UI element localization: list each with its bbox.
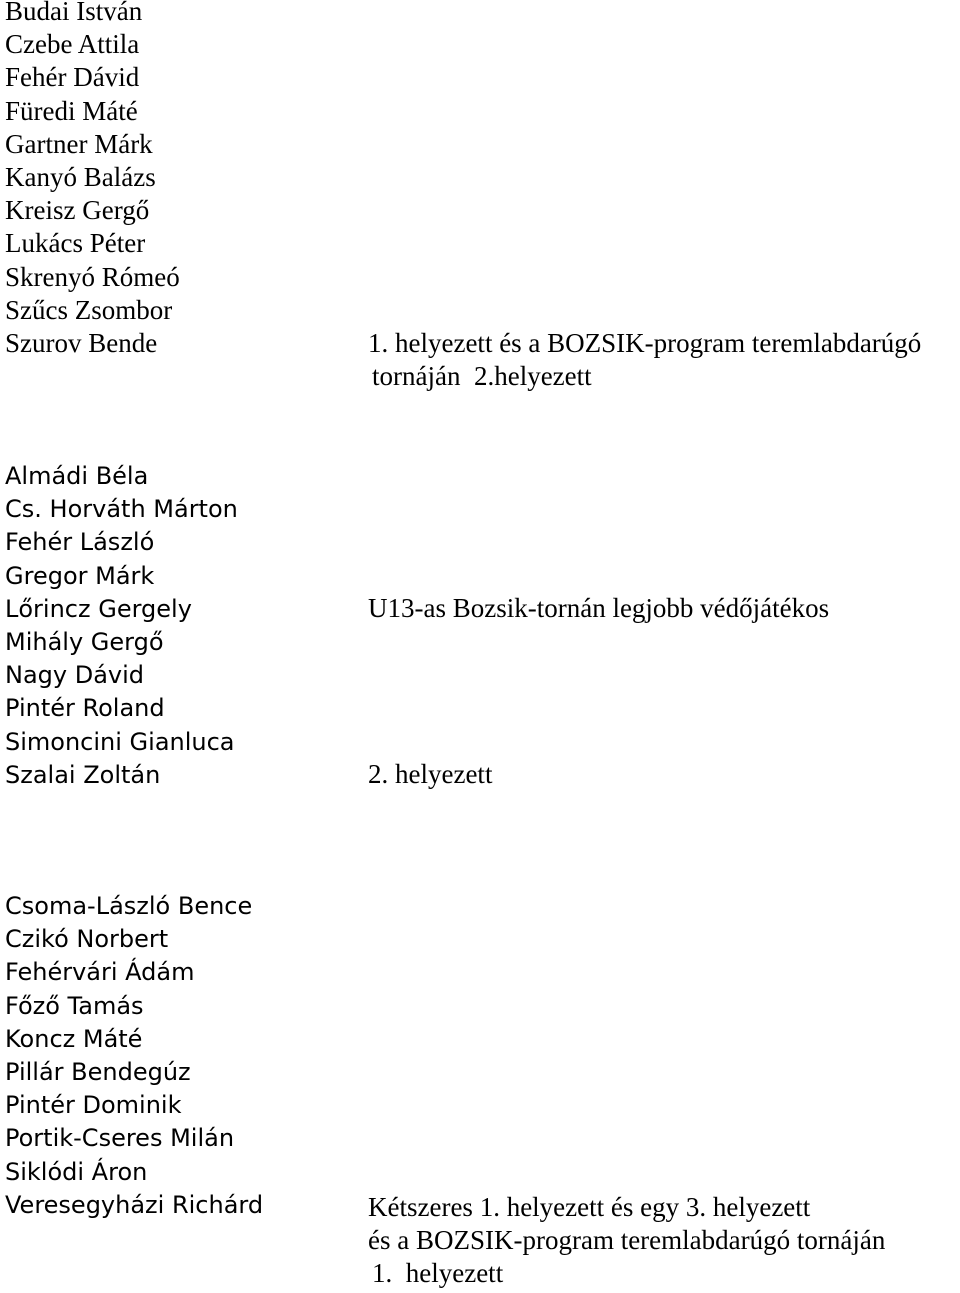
player-name: Fehérvári Ádám xyxy=(5,958,195,987)
player-name: Simoncini Gianluca xyxy=(5,727,235,756)
team-1-achievement-line-1: 1. helyezett és a BOZSIK-program teremlabdarúgó xyxy=(368,328,922,358)
team-roster-2 xyxy=(5,460,238,792)
player-name: Portik-Cseres Milán xyxy=(5,1124,235,1153)
player-name: Lukács Péter xyxy=(5,228,146,259)
player-name: Czebe Attila xyxy=(5,29,140,60)
player-name: Pillár Bendegúz xyxy=(5,1057,191,1086)
player-name: Csoma-László Bence xyxy=(5,892,253,920)
team-2-achievement-line-2: 2. helyezett xyxy=(368,759,493,789)
player-name: Fehér Dávid xyxy=(5,62,140,93)
player-name: Siklódi Áron xyxy=(5,1157,148,1186)
team-1-achievement-line-2: tornáján 2.helyezett xyxy=(372,361,592,391)
team-3-achievement-line-2: és a BOZSIK-program teremlabdarúgó tornáján xyxy=(368,1225,886,1255)
player-name: Fehér László xyxy=(5,528,155,557)
team-2-achievement-line-1: U13-as Bozsik-tornán legjobb védőjátékos xyxy=(368,593,830,623)
player-name: Kanyó Balázs xyxy=(5,161,156,192)
player-name: Almádi Béla xyxy=(5,462,149,490)
player-name: Czikó Norbert xyxy=(5,925,169,954)
player-name: Veresegyházi Richárd xyxy=(5,1190,264,1219)
player-name: Lőrincz Gergely xyxy=(5,594,192,623)
player-name: Koncz Máté xyxy=(5,1024,143,1053)
player-name: Szalai Zoltán xyxy=(5,760,161,789)
player-name: Szűcs Zsombor xyxy=(5,294,173,325)
player-name: Gartner Márk xyxy=(5,128,153,159)
player-name: Skrenyó Rómeó xyxy=(5,261,180,292)
player-name: Mihály Gergő xyxy=(5,627,164,656)
player-name: Gregor Márk xyxy=(5,561,155,590)
player-name: Nagy Dávid xyxy=(5,661,145,690)
team-3-achievement-line-1: Kétszeres 1. helyezett és egy 3. helyezett xyxy=(368,1192,811,1222)
team-roster-3 xyxy=(5,890,263,1222)
player-name: Füredi Máté xyxy=(5,95,138,126)
team-3-achievement-line-3: 1. helyezett xyxy=(372,1258,504,1288)
player-name: Pintér Dominik xyxy=(5,1091,182,1120)
team-roster-1 xyxy=(5,0,180,360)
player-name: Szurov Bende xyxy=(5,327,158,358)
player-name: Budai István xyxy=(5,0,143,26)
player-name: Cs. Horváth Márton xyxy=(5,495,238,524)
player-name: Főző Tamás xyxy=(5,991,144,1020)
player-name: Kreisz Gergő xyxy=(5,195,150,226)
player-name: Pintér Roland xyxy=(5,694,165,723)
